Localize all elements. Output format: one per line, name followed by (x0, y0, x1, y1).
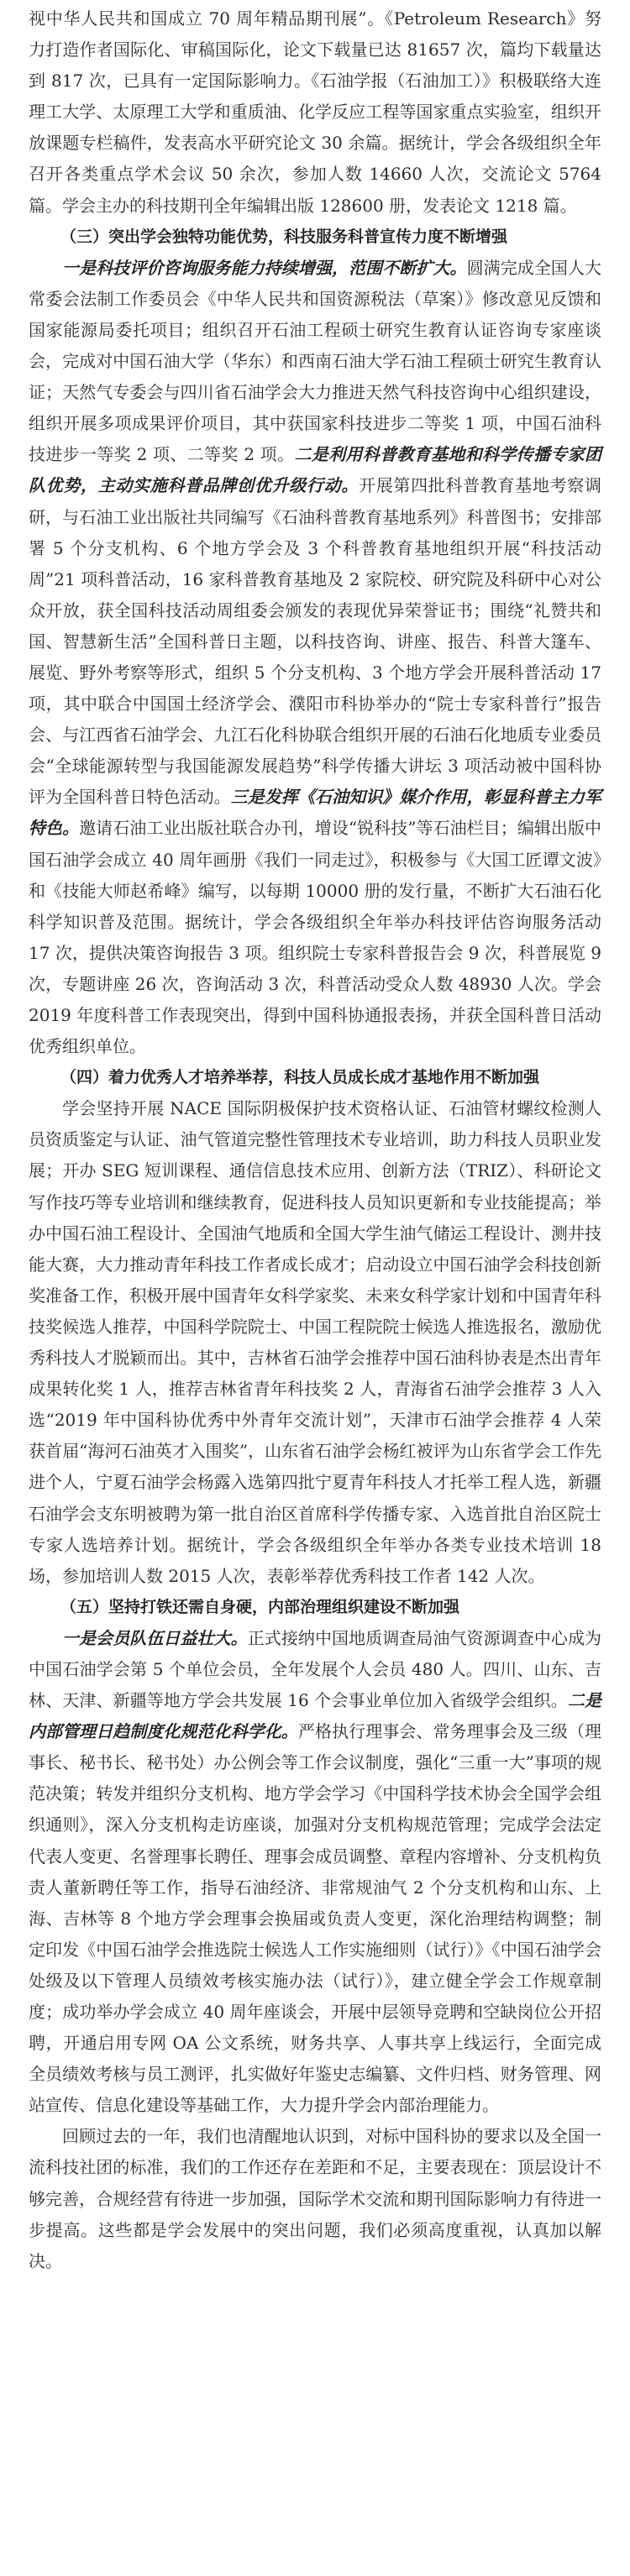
section-5-heading: （五）坚持打铁还需自身硬，内部治理组织建设不断加强 (60, 1597, 460, 1616)
section-3-point-2-title: 二是利用科普教育基地和科学传播专家团队优势，主动实施科普品牌创优升级行动。 (29, 444, 601, 496)
section-5-point-2-title: 二是内部管理日趋制度化规范化科学化。 (29, 1690, 602, 1742)
intro-paragraph (29, 3, 601, 222)
section-3-point-1-title: 一是科技评价咨询服务能力持续增强，范围不断扩大。 (62, 257, 467, 278)
section-3-point-2-body: 开展第四批科普教育基地考察调研，与石油工业出版社共同编写《石油科普教育基地系列》科普图书；安排部署 5 个分支机构、6 个地方学会及 3 个科普教育基地组织开展“科技活动周”21 项科普活动，16 家科普教育基地及 2 家院校、研究院及科研中心对公众开放，获全国科技活动周组委会颁发的表现优异荣誉证书；围绕“礼赞共和国、智慧新生活”全国科普日主题，以科技咨询、讲座、报告、科普大篷车、展览、野外考察等形式，组织 5 个分支机构、3 个地方学会开展科普活动 17 项，其中联合中国国土经济学会、濮阳市科协举办的“院士专家科普行”报告会、与江西省石油学会、九江石化科协联合组织开展的石油石化地质专业委员会“全球能源转型与我国能源发展趋势”科学传播大讲坛 3 项活动被中国科协评为全国科普日特色活动。 (29, 475, 601, 808)
section-3-point-1-body: 圆满完成全国人大常委会法制工作委员会《中华人民共和国资源税法（草案）》修改意见反馈和国家能源局委托项目；组织召开石油工程硕士研究生教育认证咨询专家座谈会，完成对中国石油大学（华东）和西南石油大学石油工程硕士研究生教育认证；天然气专委会与四川省石油学会大力推进天然气科技咨询中心组织建设，组织开展多项成果评价项目，其中获国家科技进步二等奖 1 项，中国石油科技进步一等奖 2 项、二等奖 2 项。 (29, 257, 602, 465)
closing-body: 回顾过去的一年，我们也清醒地认识到，对标中国科协的要求以及全国一流科技社团的标准，我们的工作还存在差距和不足，主要表现在：顶层设计不够完善，合规经营有待进一步加强，国际学术交流和期刊国际影响力有待进一步提高。这些都是学会发展中的突出问题，我们必须高度重视，认真加以解决。 (29, 2126, 601, 2271)
section-4-body: 学会坚持开展 NACE 国际阴极保护技术资格认证、石油管材螺纹检测人员资质鉴定与认证、油气管道完整性管理技术专业培训，助力科技人员职业发展；开办 SEG 短训课程、通信信息技术应用、创新方法（TRIZ）、科研论文写作技巧等专业培训和继续教育，促进科技人员知识更新和专业技能提高；举办中国石油工程设计、全国油气地质和全国大学生油气储运工程设计、测井技能大赛，大力推动青年科技工作者成长成才；启动设立中国石油学会科技创新奖准备工作，积极开展中国青年女科学家奖、未来女科学家计划和中国青年科技奖候选人推荐，中国科学院院士、中国工程院院士候选人推选报名，激励优秀科技人才脱颖而出。其中，吉林省石油学会推荐中国石油科协表是杰出青年成果转化奖 1 人，推荐吉林省青年科技奖 2 人，青海省石油学会推荐 3 人入选“2019 年中国科协优秀中外青年交流计划”，天津市石油学会推荐 4 人荣获首届“海河石油英才入围奖”，山东省石油学会杨红被评为山东省学会工作先进个人，宁夏石油学会杨露入选第四批宁夏青年科技人才托举工程人选，新疆石油学会支东明被聘为第一批自治区首席科学传播专家、入选首批自治区院士专家人选培养计划。据统计，学会各级组织全年举办各类专业技术培训 18 场，参加培训人数 2015 人次，表彰举荐优秀科技工作者 142 人次。 (29, 1098, 601, 1586)
section-5-paragraph (29, 1623, 601, 2122)
section-5-point-2-body: 严格执行理事会、常务理事会及三级（理事长、秘书长、秘书处）办公例会等工作会议制度，强化“三重一大”事项的规范决策；转发并组织分支机构、地方学会学习《中国科学技术协会全国学会组织通则》，深入分支机构走访座谈，加强对分支机构规范管理；完成学会法定代表人变更、名誉理事长聘任、理事会成员调整、章程内容增补、分支机构负责人董新聘任等工作，指导石油经济、非常规油气 2 个分支机构和山东、上海、吉林等 8 个地方学会理事会换届或负责人变更，深化治理结构调整；制定印发《中国石油学会推选院士候选人工作实施细则（试行）》《中国石油学会处级及以下管理人员绩效考核实施办法（试行）》，建立健全学会工作规章制度；成功举办学会成立 40 周年座谈会，开展中层领导竞聘和空缺岗位公开招聘，开通启用专网 OA 公文系统，财务共享、人事共享上线运行，全面完成全员绩效考核与员工测评，扎实做好年鉴史志编纂、文件归档、财务管理、网站宣传、信息化建设等基础工作，大力提升学会内部治理能力。 (29, 1721, 602, 2116)
section-3-point-3-title: 三是发挥《石油知识》媒介作用，彰显科普主力军特色。 (29, 787, 602, 839)
section-4-heading: （四）着力优秀人才培养举荐，科技人员成长成才基地作用不断加强 (60, 1068, 540, 1087)
section-3-point-3-body: 邀请石油工业出版社联合办刊，增设“锐科技”等石油栏目；编辑出版中国石油学会成立 40 周年画册《我们一同走过》，积极参与《大国工匠谭文波》和《技能大师赵希峰》编写，以每期 10000 册的发行量，不断扩大石油石化科学知识普及范围。据统计，学会各级组织全年举办科技评估咨询服务活动 17 次，提供决策咨询报告 3 项。组织院士专家科普报告会 9 次，科普展览 9 次，专题讲座 26 次，咨询活动 3 次，科普活动受众人数 48930 人次。学会 2019 年度科普工作表现突出，得到中国科协通报表扬，并获全国科普日活动优秀组织单位。 (29, 818, 601, 1057)
section-4-paragraph (29, 1093, 601, 1592)
section-3-paragraph-1 (29, 253, 601, 1062)
section-5-point-1-title: 一是会员队伍日益壮大。 (62, 1627, 248, 1648)
closing-paragraph (29, 2121, 601, 2276)
section-3-heading: （三）突出学会独特功能优势，科技服务科普宣传力度不断增强 (60, 227, 508, 246)
section-5-point-1-body: 正式接纳中国地质调查局油气资源调查中心成为中国石油学会第 5 个单位会员，全年发展个人会员 480 人。四川、山东、吉林、天津、新疆等地方学会共发展 16 个会事业单位加入省级学会组织。 (29, 1627, 602, 1711)
intro-text: 视中华人民共和国成立 70 周年精品期刊展”。《Petroleum Research》努力打造作者国际化、审稿国际化，论文下载量已达 81657 次，篇均下载量达到 817 次，已具有一定国际影响力。《石油学报（石油加工）》积极联络大连理工大学、太原理工大学和重质油、化学反应工程等国家重点实验室，组织开放课题专栏稿件，发表高水平研究论文 30 余篇。据统计，学会各级组织全年召开各类重点学术会议 50 余次，参加人数 14660 人次，交流论文 5764 篇。学会主办的科技期刊全年编辑出版 128600 册，发表论文 1218 篇。 (29, 8, 601, 216)
